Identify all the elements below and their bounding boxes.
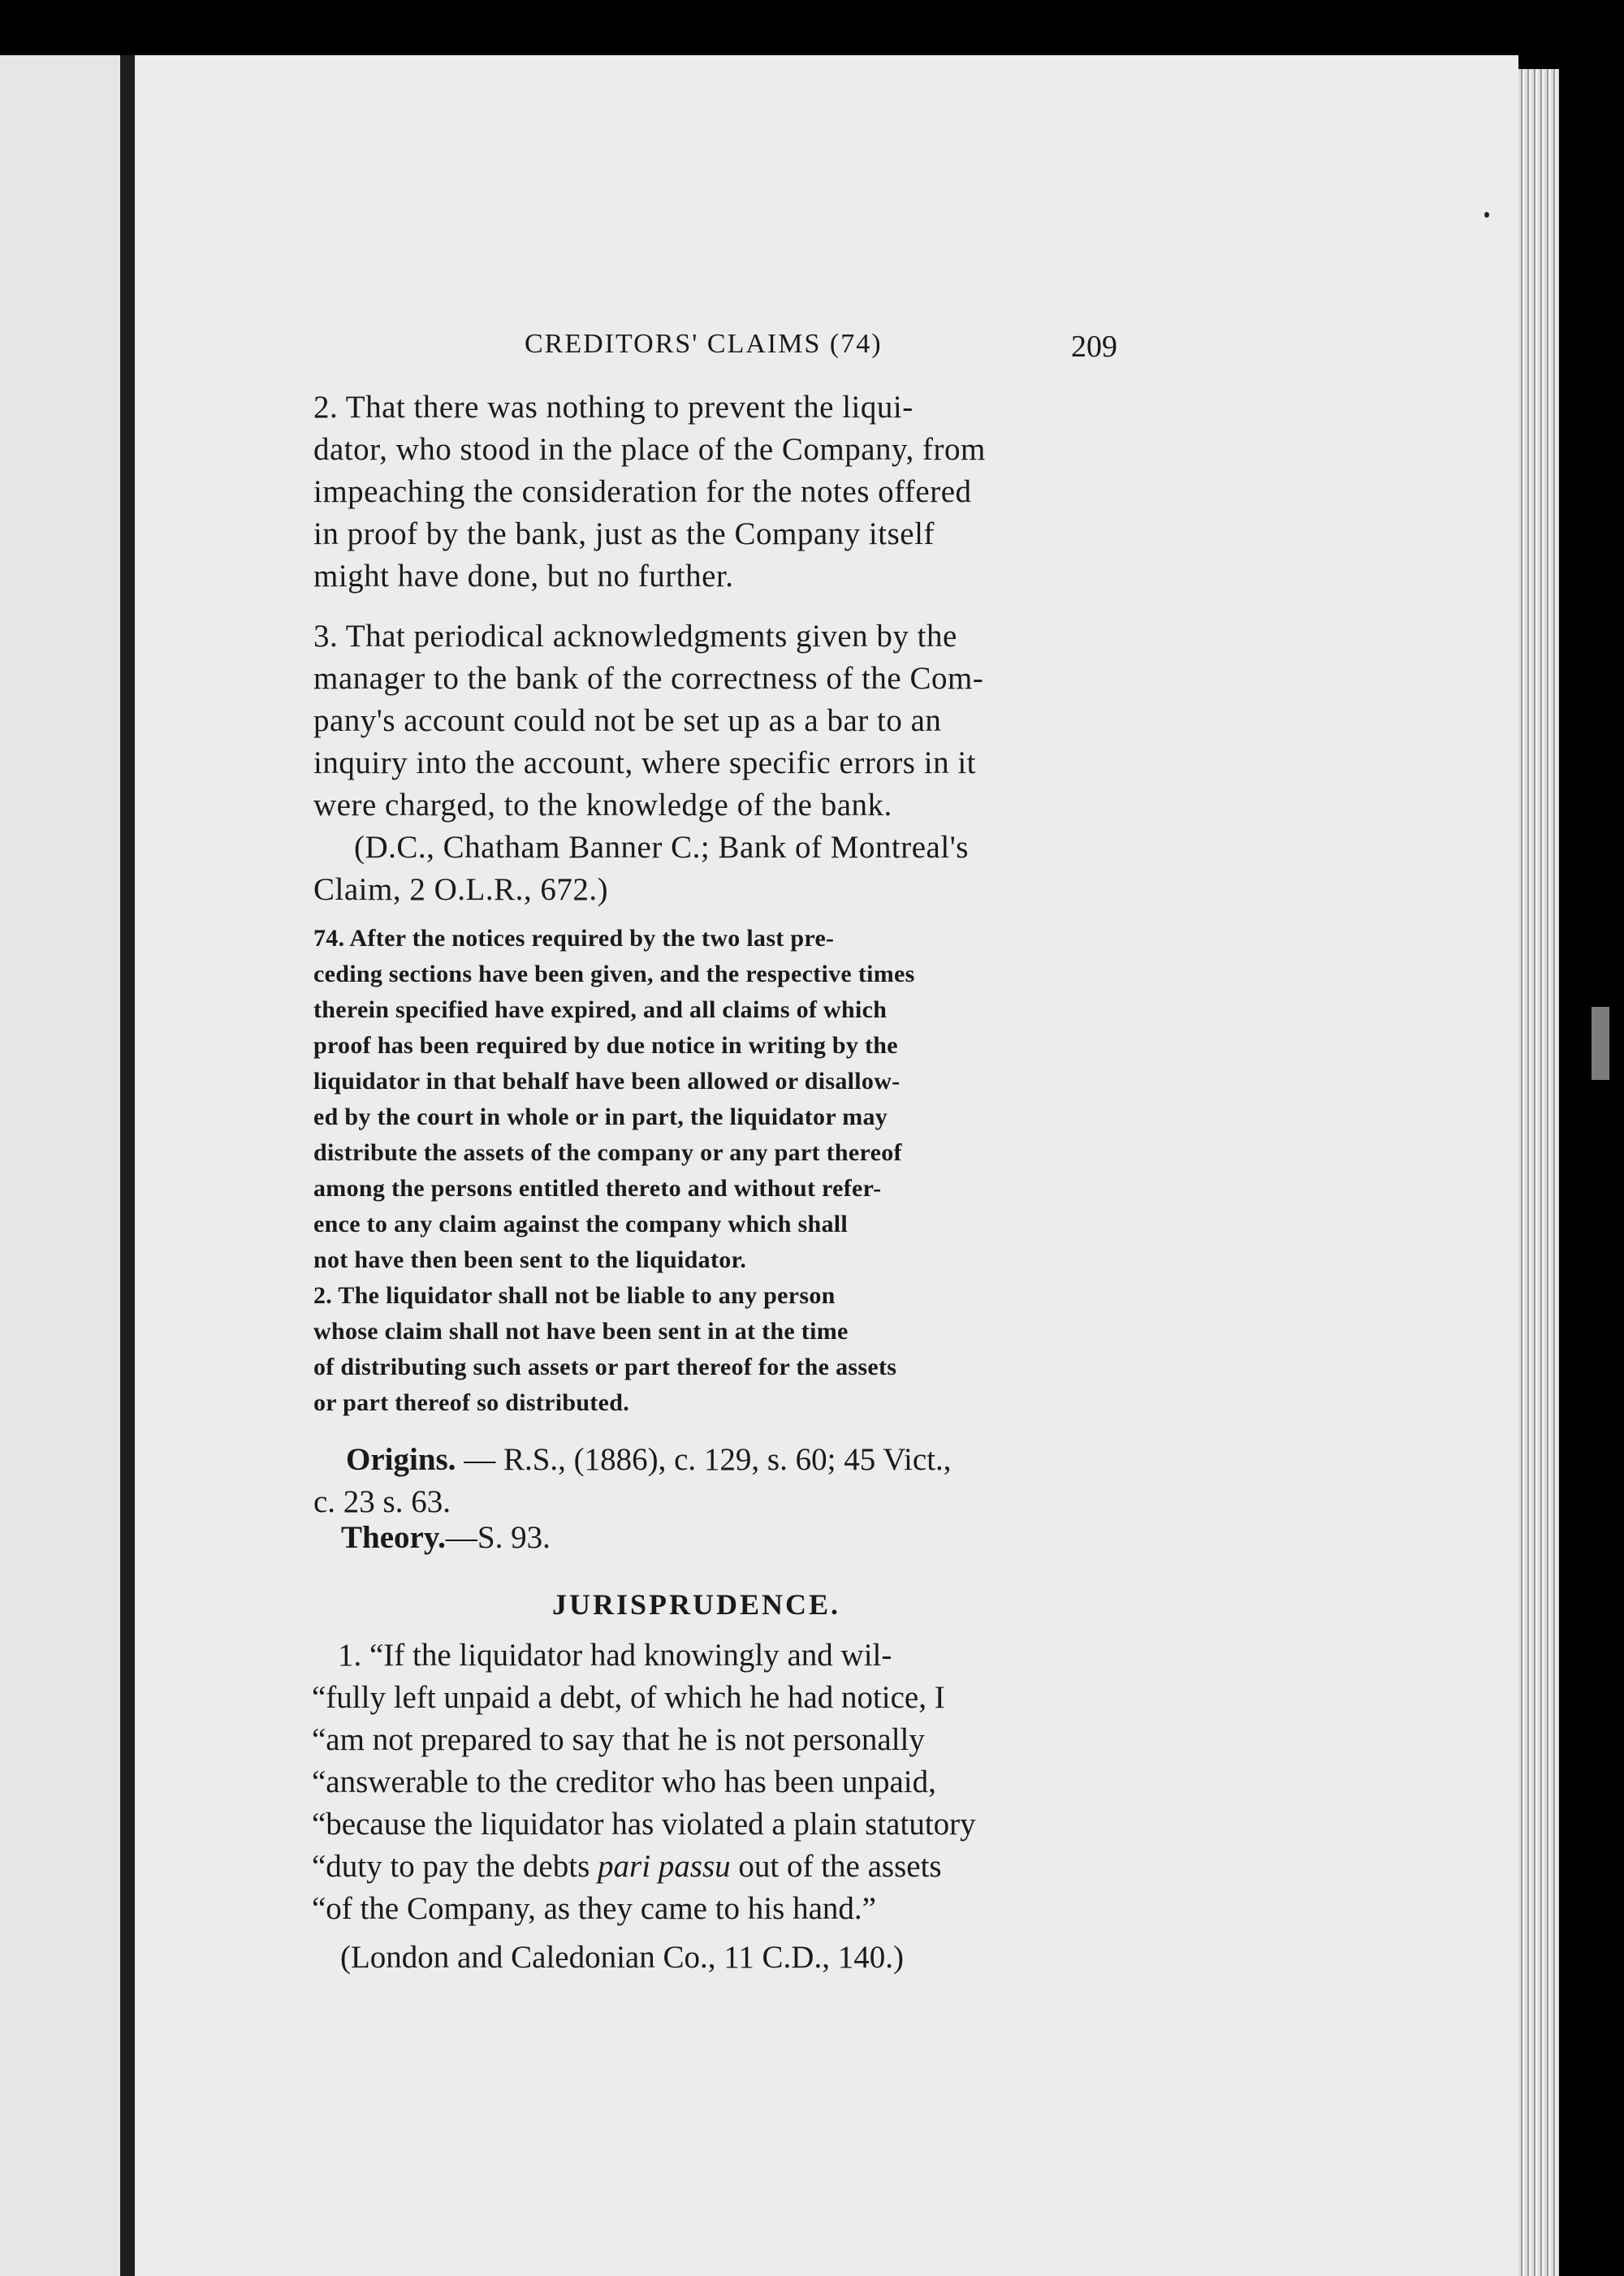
paragraph-3 xyxy=(313,615,983,827)
text-line: 3. That periodical acknowledgments given by the xyxy=(313,619,957,654)
scan-speck xyxy=(1484,212,1489,218)
text-line: of distributing such assets or part thereof for the assets xyxy=(313,1354,897,1380)
text-line: manager to the bank of the correctness of the Com- xyxy=(313,661,984,696)
citation-chatham-banner xyxy=(313,827,969,911)
jurisprudence-quote xyxy=(312,1635,976,1979)
page-number: 209 xyxy=(1071,330,1117,364)
scan-blemish xyxy=(1592,1007,1609,1080)
text-line: might have done, but no further. xyxy=(313,559,734,594)
text-line: inquiry into the account, where specific errors in it xyxy=(313,745,976,780)
page-stack-edge xyxy=(1518,69,1559,2276)
theory xyxy=(341,1517,551,1559)
text-line: out of the assets xyxy=(730,1849,942,1884)
text-line: ence to any claim against the company which shall xyxy=(313,1211,849,1237)
origins-text: — R.S., (1886), c. 129, s. 60; 45 Vict., xyxy=(456,1442,952,1477)
scan-border xyxy=(1559,0,1624,2276)
text-line: “because the liquidator has violated a plain statutory xyxy=(312,1807,976,1842)
text-line: pany's account could not be set up as a bar to an xyxy=(313,703,942,738)
text-line: were charged, to the knowledge of the bank. xyxy=(313,788,892,823)
paragraph-2 xyxy=(313,387,986,598)
jurisprudence-heading: JURISPRUDENCE. xyxy=(552,1588,841,1621)
left-page-edge xyxy=(0,55,120,2276)
text-line: (D.C., Chatham Banner C.; Bank of Montreal's xyxy=(354,830,969,865)
text-line: among the persons entitled thereto and without refer- xyxy=(313,1175,882,1202)
text-line: “fully left unpaid a debt, of which he had notice, I xyxy=(312,1680,945,1715)
text-line: c. 23 s. 63. xyxy=(313,1484,451,1519)
origins xyxy=(313,1439,952,1523)
citation-london-caledonian: (London and Caledonian Co., 11 C.D., 140.) xyxy=(340,1940,904,1975)
running-head: CREDITORS' CLAIMS (74) xyxy=(525,329,883,359)
text-line: ed by the court in whole or in part, the liquidator may xyxy=(313,1103,888,1130)
text-line: whose claim shall not have been sent in at the time xyxy=(313,1318,849,1345)
text-line: distribute the assets of the company or any part thereof xyxy=(313,1139,902,1166)
text-line: 2. That there was nothing to prevent the liqui- xyxy=(313,390,914,425)
text-line: ceding sections have been given, and the respective times xyxy=(313,961,915,987)
text-line: Claim, 2 O.L.R., 672.) xyxy=(313,872,609,907)
text-line: or part thereof so distributed. xyxy=(313,1389,630,1416)
text-line: “duty to pay the debts xyxy=(312,1849,598,1884)
text-line: 2. The liquidator shall not be liable to any person xyxy=(313,1282,836,1309)
text-line: dator, who stood in the place of the Company, from xyxy=(313,432,986,467)
text-line: proof has been required by due notice in writing by the xyxy=(313,1032,898,1059)
text-line: 1. “If the liquidator had knowingly and wil- xyxy=(338,1638,892,1673)
text-line: 74. After the notices required by the two last pre- xyxy=(313,925,835,952)
section-74 xyxy=(313,921,915,1278)
text-line: “of the Company, as they came to his hand.” xyxy=(312,1891,876,1926)
section-74-subsection-2 xyxy=(313,1278,896,1421)
page-header xyxy=(525,329,1117,369)
text-line: “am not prepared to say that he is not personally xyxy=(312,1722,925,1757)
text-line: liquidator in that behalf have been allowed or disallow- xyxy=(313,1068,901,1095)
origins-label: Origins. xyxy=(346,1442,456,1477)
text-line: not have then been sent to the liquidator. xyxy=(313,1246,747,1273)
text-line: therein specified have expired, and all claims of which xyxy=(313,996,888,1023)
text-line: impeaching the consideration for the notes offered xyxy=(313,474,972,509)
text-line: “answerable to the creditor who has been unpaid, xyxy=(312,1764,936,1799)
text-line: in proof by the bank, just as the Company itself xyxy=(313,516,935,551)
theory-text: —S. 93. xyxy=(445,1520,551,1555)
theory-label: Theory. xyxy=(341,1520,446,1555)
latin-phrase: pari passu xyxy=(598,1849,731,1884)
book-spine xyxy=(120,55,135,2276)
